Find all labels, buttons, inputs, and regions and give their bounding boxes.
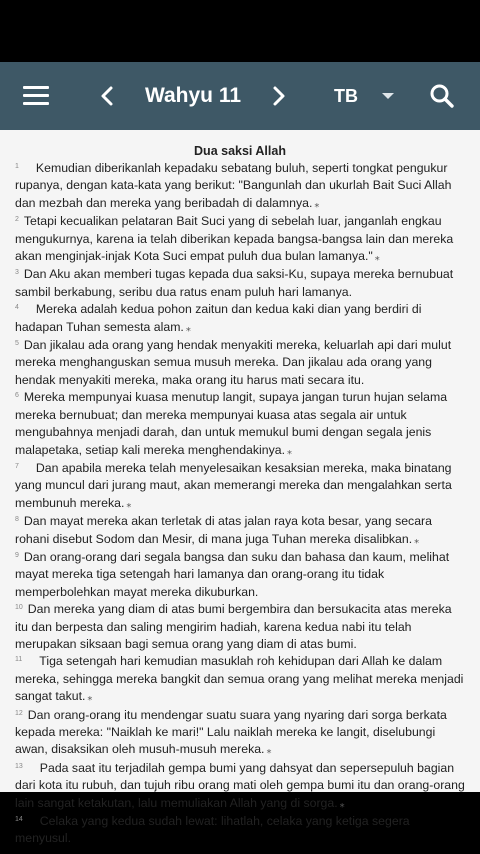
version-selector[interactable] bbox=[328, 76, 408, 116]
verse-3[interactable] bbox=[15, 266, 467, 301]
verse-10[interactable] bbox=[15, 601, 467, 653]
app-bar bbox=[0, 62, 480, 130]
verse-9[interactable] bbox=[15, 549, 467, 601]
search-icon bbox=[429, 83, 455, 109]
verse-number: 11 bbox=[15, 656, 23, 664]
menu-button[interactable] bbox=[14, 76, 58, 116]
search-button[interactable] bbox=[422, 76, 462, 116]
verse-number: 2 bbox=[15, 216, 19, 224]
chevron-right-icon bbox=[271, 85, 287, 107]
verse-8[interactable] bbox=[15, 513, 467, 549]
verse-12[interactable] bbox=[15, 707, 467, 760]
bible-text-view[interactable] bbox=[0, 130, 480, 846]
verse-text: Dan Aku akan memberi tugas kepada dua saksi-Ku, supaya mereka bernubuat sambil berkabung, seribu dua ratus enam puluh hari lamanya. bbox=[15, 267, 454, 299]
verse-1[interactable] bbox=[15, 160, 467, 213]
verse-4[interactable] bbox=[15, 301, 467, 337]
verse-list bbox=[0, 160, 480, 848]
verse-text: Celaka yang kedua sudah lewat: lihatlah, celaka yang ketiga segera menyusul. bbox=[15, 814, 410, 846]
verse-text: Dan mayat mereka akan terletak di atas jalan raya kota besar, yang secara rohani disebut Sodom dan Mesir, di mana juga Tuhan mereka disalibkan. bbox=[15, 514, 432, 546]
chapter-title[interactable]: Wahyu 11 bbox=[144, 84, 242, 107]
chevron-left-icon bbox=[99, 85, 115, 107]
verse-number: 4 bbox=[15, 304, 19, 312]
verse-11[interactable] bbox=[15, 653, 467, 706]
verse-text: Mereka mempunyai kuasa menutup langit, supaya jangan turun hujan selama mereka bernubuat; dan mereka mempunyai kuasa atas segala air untuk mengubahnya menjadi darah, dan untuk memukul bumi dengan segala jenis malapetaka, setiap kali mereka menghendakinya. bbox=[15, 390, 448, 457]
verse-number: 14 bbox=[15, 816, 23, 824]
verse-text: Dan jikalau ada orang yang hendak menyakiti mereka, keluarlah api dari mulut mereka menghanguskan semua musuh mereka. Dan jikalau ada orang yang hendak menyakiti mereka, maka orang itu harus mati secara itu. bbox=[15, 338, 452, 387]
verse-text: Dan apabila mereka telah menyelesaikan kesaksian mereka, maka binatang yang muncul dari jurang maut, akan memerangi mereka dan mengalahkan serta membunuh mereka. bbox=[15, 460, 452, 510]
cross-reference-marker[interactable]: ⁎ bbox=[87, 692, 93, 704]
verse-6[interactable] bbox=[15, 389, 467, 460]
verse-text: Dan orang-orang itu mendengar suatu suara yang nyaring dari sorga berkata kepada mereka: "Naiklah ke mari!" Lalu naiklah mereka ke langit, diselubungi awan, disaksikan oleh musuh-musuh mereka. bbox=[15, 707, 447, 757]
verse-number: 10 bbox=[15, 604, 23, 612]
verse-text: Tiga setengah hari kemudian masuklah roh kehidupan dari Allah ke dalam mereka, sehingga mereka bangkit dan semua orang yang melihat mereka menjadi sangat takut. bbox=[15, 654, 464, 704]
verse-text: Dan mereka yang diam di atas bumi bergembira dan bersukacita atas mereka itu dan berpesta dan saling mengirim hadiah, karena kedua nabi itu telah merupakan siksaan bagi semua orang yang diam di atas bumi. bbox=[15, 602, 452, 651]
verse-13[interactable] bbox=[15, 760, 467, 813]
dropdown-caret-icon bbox=[382, 93, 394, 99]
cross-reference-marker[interactable]: ⁎ bbox=[374, 252, 380, 264]
cross-reference-marker[interactable]: ⁎ bbox=[339, 798, 345, 810]
cross-reference-marker[interactable]: ⁎ bbox=[287, 445, 293, 457]
verse-text: Tetapi kecualikan pelataran Bait Suci yang di sebelah luar, janganlah engkau mengukurnya, karena ia telah diberikan kepada bangsa-bangsa lain dan mereka akan menginjak-injak Kota Suci empat puluh dua bulan lamanya." bbox=[15, 214, 454, 264]
cross-reference-marker[interactable]: ⁎ bbox=[126, 498, 132, 510]
section-heading: Dua saksi Allah bbox=[194, 144, 286, 158]
verse-number: 5 bbox=[15, 340, 19, 348]
verse-number: 13 bbox=[15, 762, 23, 770]
verse-number: 9 bbox=[15, 551, 19, 559]
cross-reference-marker[interactable]: ⁎ bbox=[414, 534, 420, 546]
verse-2[interactable] bbox=[15, 213, 467, 266]
cross-reference-marker[interactable]: ⁎ bbox=[314, 198, 320, 210]
verse-number: 8 bbox=[15, 516, 19, 524]
next-chapter-button[interactable] bbox=[262, 76, 296, 116]
verse-text: Mereka adalah kedua pohon zaitun dan kedua kaki dian yang berdiri di hadapan Tuhan semesta alam. bbox=[15, 302, 422, 334]
verse-number: 1 bbox=[15, 163, 19, 170]
verse-7[interactable] bbox=[15, 460, 467, 513]
verse-14[interactable] bbox=[15, 813, 467, 848]
menu-icon bbox=[23, 86, 49, 106]
verse-text: Kemudian diberikanlah kepadaku sebatang buluh, seperti tongkat pengukur rupanya, dengan kata-kata yang berikut: "Bangunlah dan ukurlah Bait Suci Allah dan mezbah dan mereka yang beribadah di dalamnya. bbox=[15, 161, 452, 210]
verse-number: 3 bbox=[15, 269, 19, 277]
verse-5[interactable] bbox=[15, 337, 467, 389]
verse-number: 7 bbox=[15, 462, 19, 470]
cross-reference-marker[interactable]: ⁎ bbox=[185, 322, 191, 334]
verse-text: Pada saat itu terjadilah gempa bumi yang dahsyat dan sepersepuluh bagian dari kota itu rubuh, dan tujuh ribu orang mati oleh gempa bumi itu dan orang-orang lain sangat ketakutan, lalu memuliakan Allah yang di sorga. bbox=[15, 760, 465, 810]
verse-number: 12 bbox=[15, 709, 23, 717]
verse-number: 6 bbox=[15, 392, 19, 400]
version-label: TB bbox=[334, 85, 358, 106]
cross-reference-marker[interactable]: ⁎ bbox=[266, 745, 272, 757]
previous-chapter-button[interactable] bbox=[90, 76, 124, 116]
verse-text: Dan orang-orang dari segala bangsa dan suku dan bahasa dan kaum, melihat mayat mereka tiga setengah hari lamanya dan orang-orang itu tidak memperbolehkan mayat mereka dikuburkan. bbox=[15, 549, 450, 599]
